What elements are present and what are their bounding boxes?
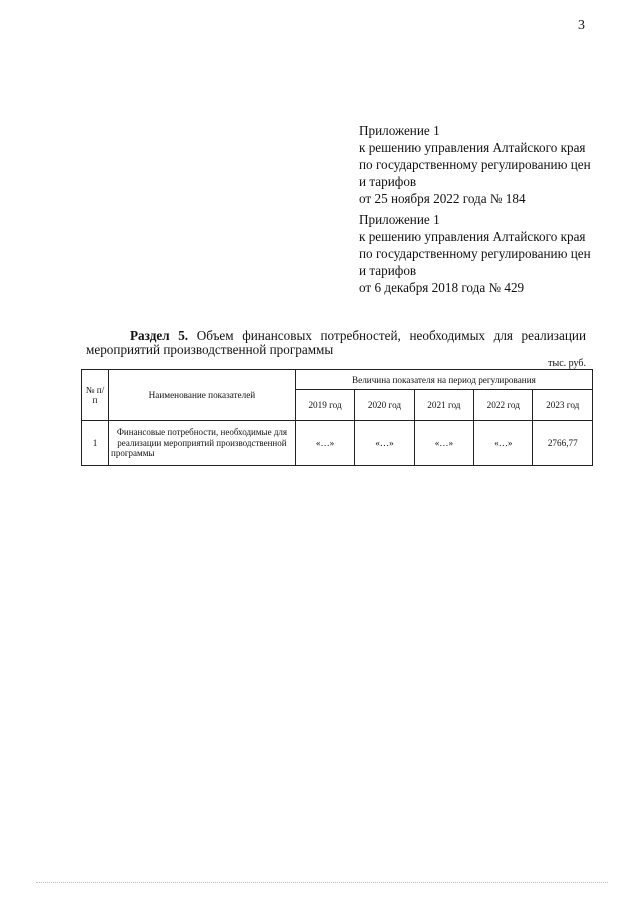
appendix-line: по государственному регулированию цен — [359, 157, 591, 172]
appendix-line: к решению управления Алтайского края — [359, 140, 586, 155]
section-title-part2: мероприятий производственной программы — [86, 342, 334, 357]
header-year: 2022 год — [474, 390, 533, 421]
table-row — [82, 421, 593, 466]
row-value: 2766,77 — [533, 421, 593, 466]
row-value: «…» — [355, 421, 414, 466]
header-name: Наименование показателей — [109, 370, 296, 421]
appendix-line: к решению управления Алтайского края — [359, 229, 586, 244]
scan-edge-divider — [36, 882, 608, 883]
row-name: Финансовые потребности, необходимые для реализации мероприятий производственной программы — [109, 421, 296, 466]
section-number: Раздел 5. — [130, 328, 189, 343]
appendix-line: и тарифов — [359, 174, 417, 189]
header-year: 2020 год — [355, 390, 414, 421]
section-title-part1: Объем финансовых потребностей, необходимых для реализации — [196, 328, 586, 343]
section-heading-line1 — [86, 329, 586, 343]
page-number: 3 — [578, 18, 585, 33]
row-value: «…» — [295, 421, 354, 466]
row-num: 1 — [82, 421, 109, 466]
appendix-line: от 6 декабря 2018 года № 429 — [359, 280, 525, 295]
appendix-line: Приложение 1 — [359, 212, 440, 227]
appendix-block-current — [359, 122, 619, 207]
appendix-line: по государственному регулированию цен — [359, 246, 591, 261]
row-value: «…» — [414, 421, 473, 466]
section-heading — [86, 329, 586, 343]
header-year: 2021 год — [414, 390, 473, 421]
appendix-line: от 25 ноября 2022 года № 184 — [359, 191, 526, 206]
units-label: тыс. руб. — [548, 358, 586, 369]
table-header-row — [82, 370, 593, 390]
header-period: Величина показателя на период регулирования — [295, 370, 592, 390]
header-year: 2023 год — [533, 390, 593, 421]
row-value: «…» — [474, 421, 533, 466]
financial-needs-table — [81, 369, 593, 466]
header-num: № п/п — [82, 370, 109, 421]
appendix-block-original — [359, 211, 619, 296]
header-year: 2019 год — [295, 390, 354, 421]
appendix-line: Приложение 1 — [359, 123, 440, 138]
appendix-line: и тарифов — [359, 263, 417, 278]
